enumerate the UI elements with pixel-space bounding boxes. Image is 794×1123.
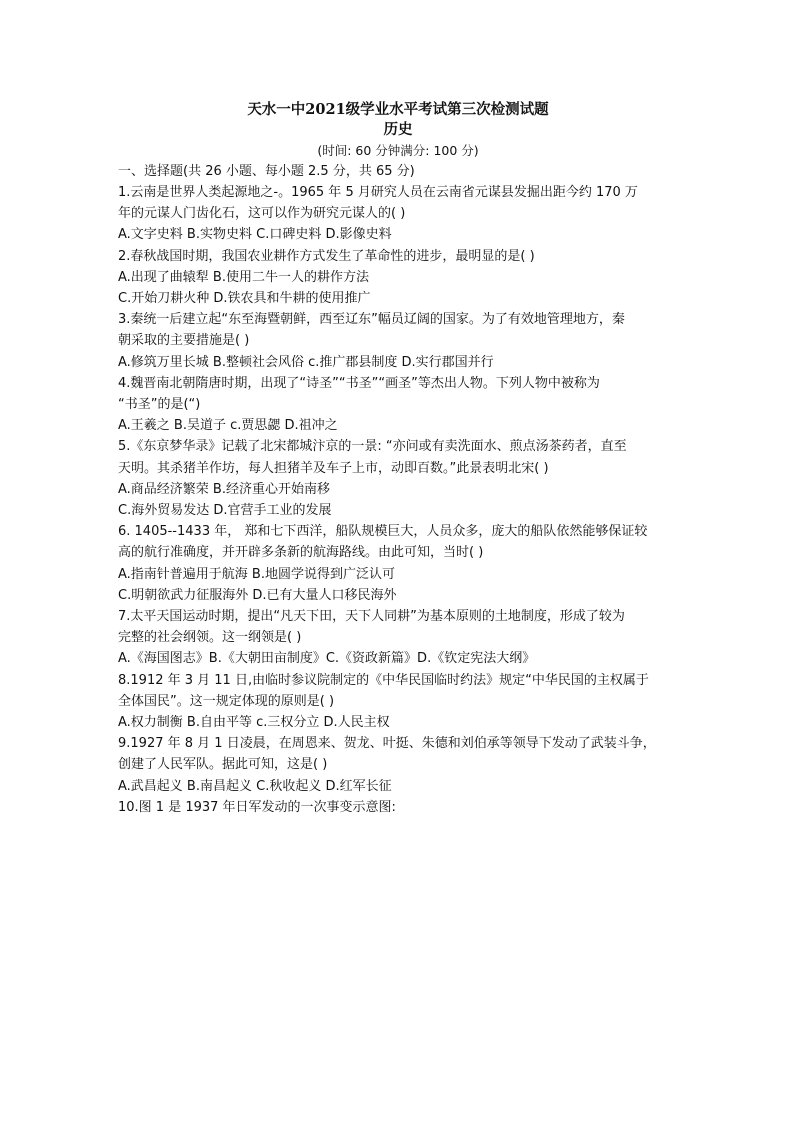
- question-6: [118, 521, 678, 606]
- question-text-line: 10.图 1 是 1937 年日军发动的一次事变示意图:: [118, 799, 396, 815]
- question-text-line: 7.太平天国运动时期，提出“凡天下田，天下人同耕”为基本原则的土地制度，形成了较为: [118, 609, 625, 625]
- answer-options: C.明朝欲武力征服海外 D.已有大量人口移民海外: [118, 587, 397, 603]
- question-text-line: 3.秦统一后建立起“东至海暨朝鲜，西至辽东”幅员辽阔的国家。为了有效地管理地方，秦: [118, 312, 625, 328]
- question-1: [118, 182, 678, 246]
- question-text-line: 8.1912 年 3 月 11 日,由临时参议院制定的《中华民国临时约法》规定“中华民国的主权属于: [118, 672, 649, 688]
- question-9: [118, 733, 678, 797]
- exam-subject: 历史: [383, 121, 413, 138]
- answer-options: C.海外贸易发达 D.官营手工业的发展: [118, 503, 332, 519]
- question-text-line: 5.《东京梦华录》记载了北宋都城汴京的一景: “亦问或有卖洗面水、煎点汤茶药者，直至: [118, 439, 627, 455]
- exam-title: 天水一中2021级学业水平考试第三次检测试题: [247, 101, 549, 118]
- question-text-line: 全体国民”。这一规定体现的原则是( ): [118, 693, 335, 709]
- question-text-line: 9.1927 年 8 月 1 日凌晨，在周恩来、贺龙、叶挺、朱德和刘伯承等领导下发动了武装斗争，: [118, 736, 656, 752]
- answer-options: A.指南针普遍用于航海 B.地圆学说得到广泛认可: [118, 566, 395, 582]
- section-heading: 一、选择题(共 26 小题、每小题 2.5 分，共 65 分): [118, 164, 415, 179]
- question-text-line: “书圣”的是(“): [118, 397, 201, 413]
- question-text-line: 4.魏晋南北朝隋唐时期，出现了“诗圣”“书圣”“画圣”等杰出人物。下列人物中被称为: [118, 375, 600, 391]
- question-text-line: 2.春秋战国时期，我国农业耕作方式发生了革命性的进步，最明显的是( ): [118, 248, 535, 264]
- question-8: [118, 670, 678, 734]
- answer-options: A.商品经济繁荣 B.经济重心开始南移: [118, 481, 330, 497]
- question-text-line: 高的航行准确度，并开辟多条新的航海路线。由此可知，当时( ): [118, 545, 484, 561]
- question-5: [118, 436, 678, 521]
- question-text-line: 年的元谋人门齿化石，这可以作为研究元谋人的( ): [118, 206, 406, 222]
- question-text-line: 天明。其杀猪羊作坊，每人担猪羊及车子上市，动即百数。”此景表明北宋( ): [118, 460, 549, 476]
- answer-options: A.文字史料 B.实物史料 C.口碑史料 D.影像史料: [118, 227, 392, 243]
- answer-options: A.《海国图志》B.《大朝田亩制度》C.《资政新篇》D.《钦定宪法大纲》: [118, 651, 536, 667]
- question-7: [118, 606, 678, 670]
- answer-options: A.武昌起义 B.南昌起义 C.秋收起义 D.红军长征: [118, 778, 392, 794]
- answer-options: A.王羲之 B.吴道子 c.贾思勰 D.祖冲之: [118, 418, 338, 434]
- question-list: [118, 182, 678, 818]
- question-text-line: 6. 1405--1433 年， 郑和七下西洋，船队规模巨大，人员众多，庞大的船队依然能够保证较: [118, 524, 648, 540]
- question-text-line: 创建了人民军队。据此可知，这是( ): [118, 757, 328, 773]
- question-3: [118, 309, 678, 373]
- question-2: [118, 246, 678, 310]
- answer-options: A.权力制衡 B.自由平等 c.三权分立 D.人民主权: [118, 715, 390, 731]
- answer-options: A.出现了曲辕犁 B.使用二牛一人的耕作方法: [118, 269, 369, 285]
- exam-page: [118, 100, 678, 818]
- question-text-line: 完整的社会纲领。这一纲领是( ): [118, 630, 302, 646]
- answer-options: A.修筑万里长城 B.整顿社会风俗 c.推广郡县制度 D.实行郡国并行: [118, 354, 494, 370]
- exam-time-info: (时间: 60 分钟满分: 100 分): [317, 143, 479, 158]
- question-text-line: 1.云南是世界人类起源地之-。1965 年 5 月研究人员在云南省元谋县发掘出距今约 170 万: [118, 185, 638, 200]
- question-text-line: 朝采取的主要措施是( ): [118, 333, 250, 349]
- question-10: [118, 797, 678, 818]
- question-4: [118, 373, 678, 437]
- answer-options: C.开始刀耕火种 D.铁农具和牛耕的使用推广: [118, 291, 371, 307]
